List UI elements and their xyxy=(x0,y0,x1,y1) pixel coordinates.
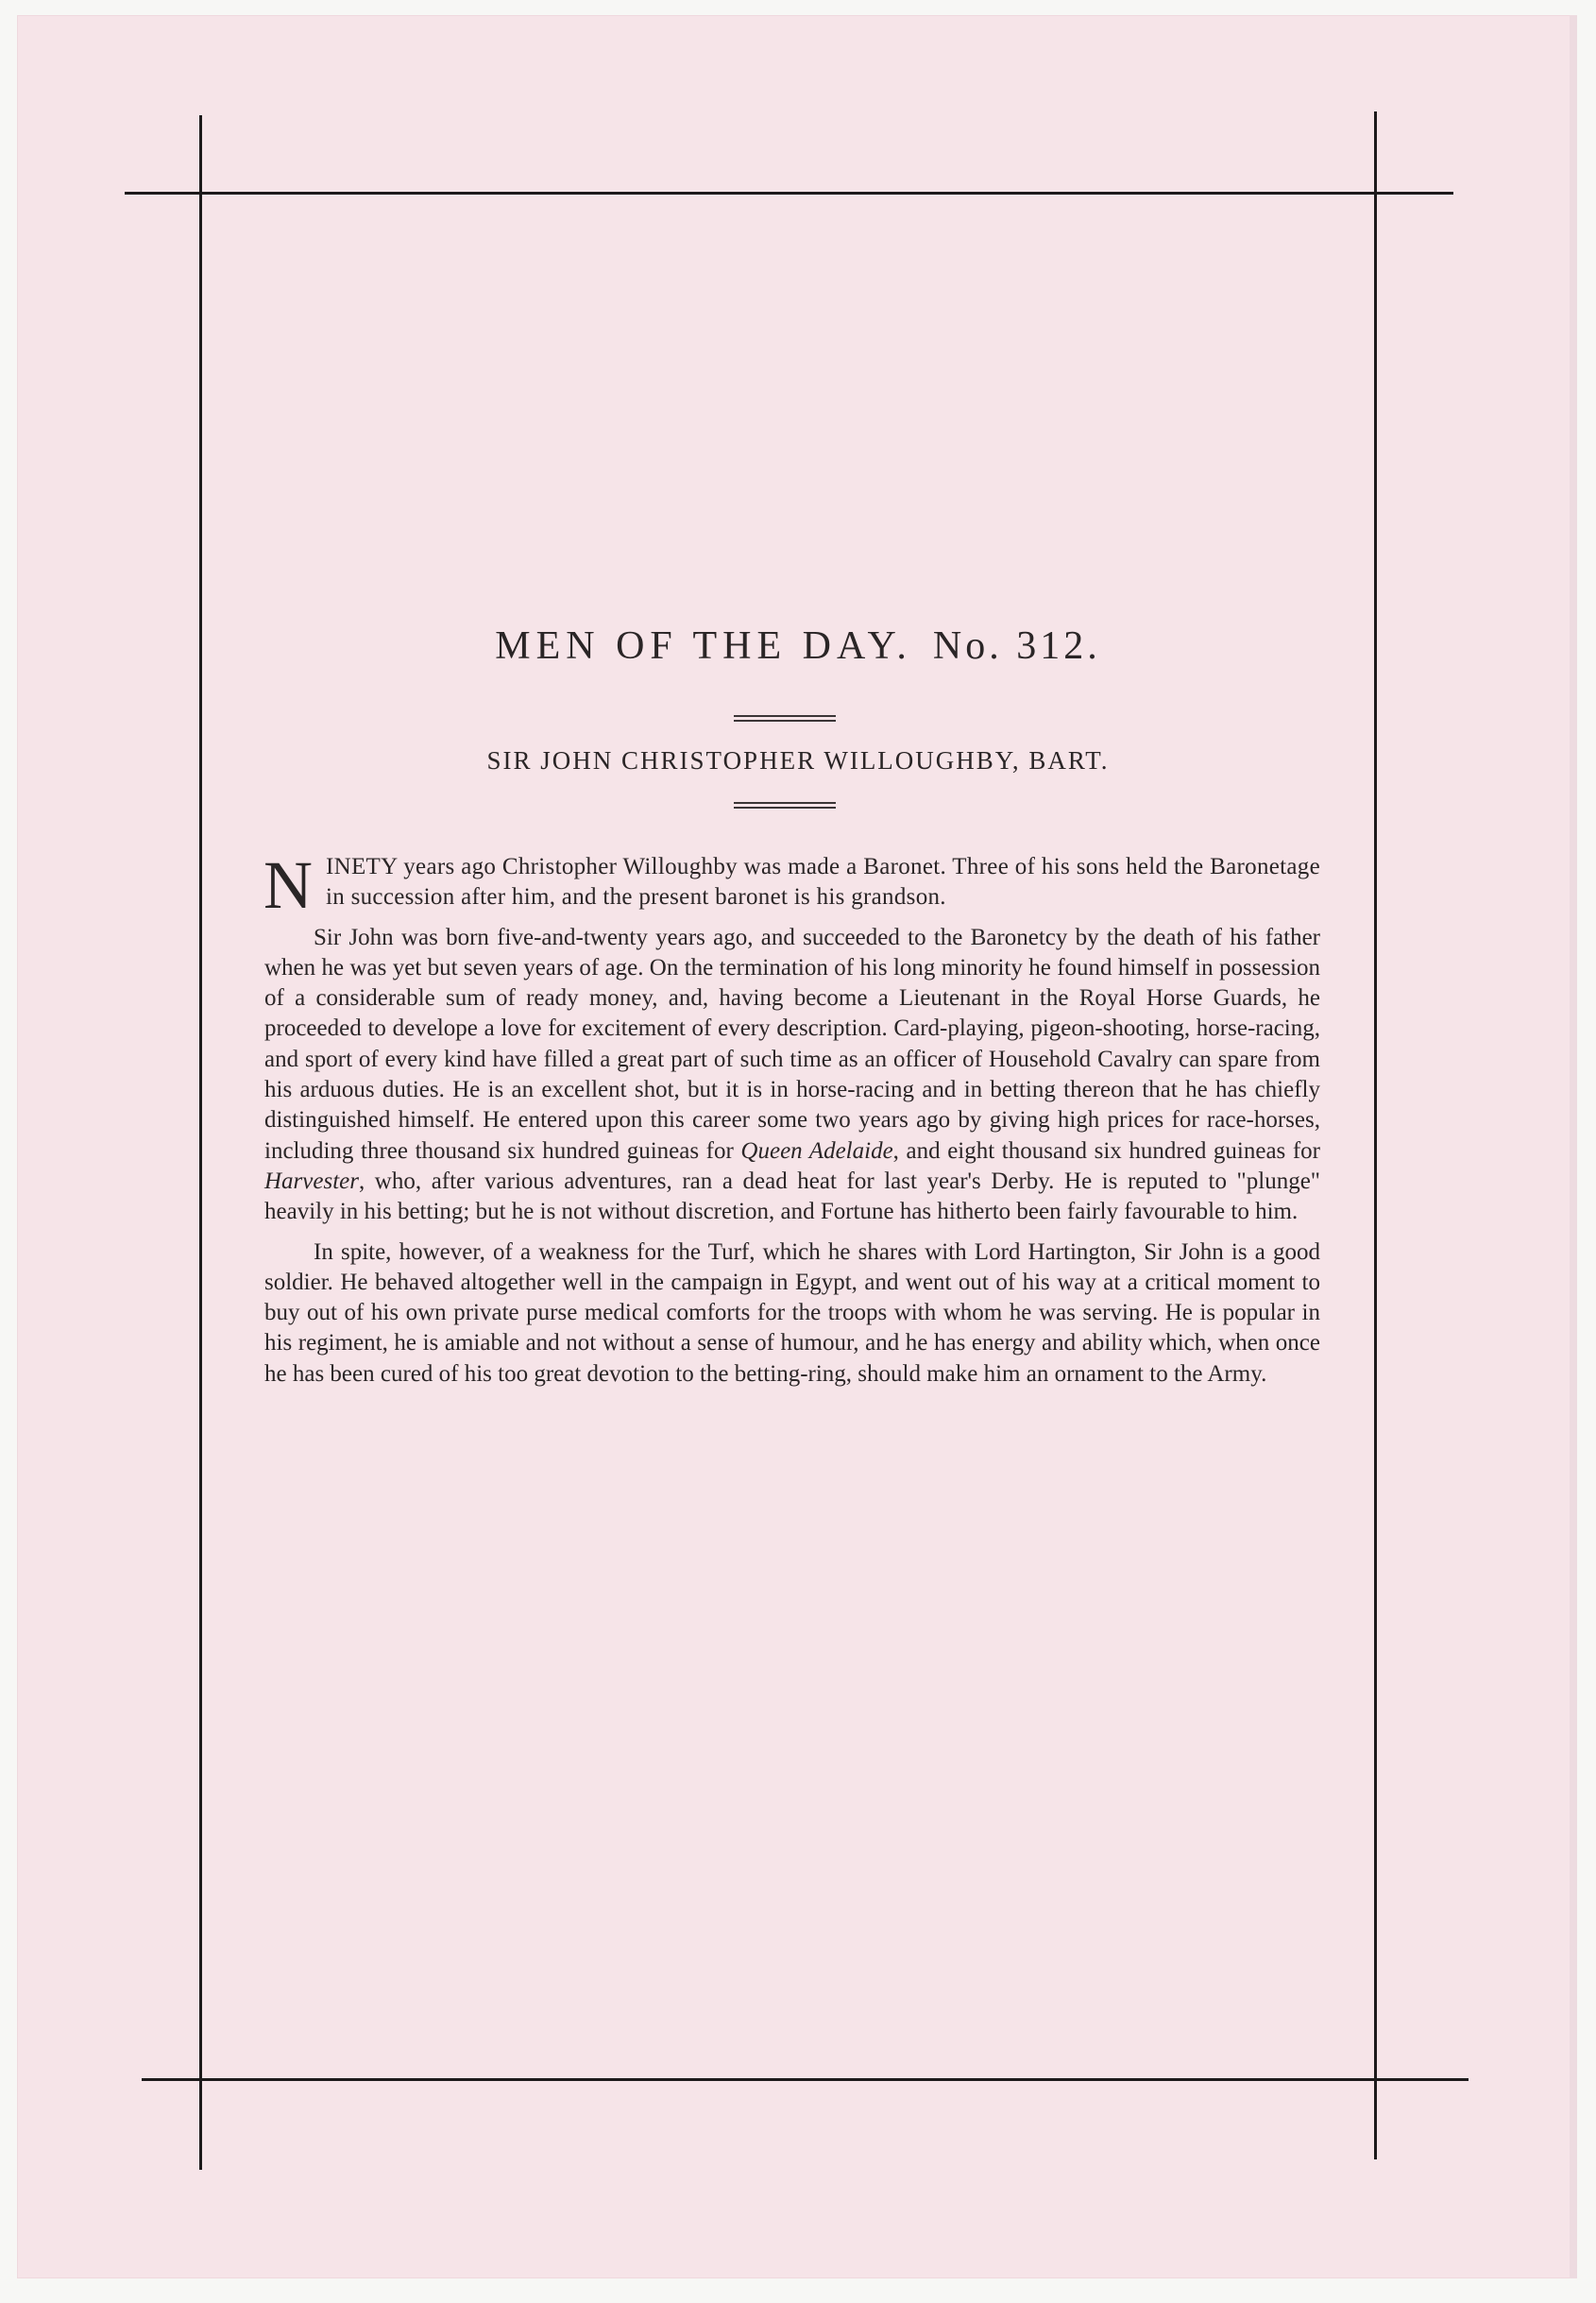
subject-name: SIR JOHN CHRISTOPHER WILLOUGHBY, BART. xyxy=(486,746,1110,775)
article-paragraph-3 xyxy=(264,1237,1320,1390)
article-body xyxy=(263,847,1321,1390)
paragraph-1-text: INETY years ago Christopher Willoughby was made a Baronet. Three of his sons held the Baronetage in succession after him, and the present baronet is his grandson. xyxy=(326,854,1320,911)
frame-top-rule xyxy=(125,192,1453,195)
paper-edge xyxy=(1570,15,1577,2278)
horse-name-queen-adelaide: Queen Adelaide xyxy=(740,1137,893,1164)
title-main: MEN OF THE DAY. xyxy=(495,624,912,668)
title-divider xyxy=(734,715,836,722)
drop-cap: N xyxy=(263,847,313,923)
paragraph-2-text: Sir John was born five-and-twenty years ago, and succeeded to the Baronetcy by the death of his father when he was yet but seven years of age. On the termination of his long minority he found himself in possession of a considerable sum of ready money, and, having become a Lieutenant in the Royal Horse Guards, he proceeded to develope a love for excitement of every description. Card-playing, pigeon-shooting, horse-racing, and sport of every kind have filled a great part of such time as an officer of Household Cavalry can spare from his arduous duties. He is an excellent shot, but it is in horse-racing and in betting thereon that he has chiefly distinguished himself. He entered upon this career some two years ago by giving high prices for race-horses, including three thousand six hundred guineas for xyxy=(264,924,1320,1164)
title-number: No. 312. xyxy=(932,624,1101,668)
page-title xyxy=(0,623,1596,669)
horse-name-harvester: Harvester xyxy=(264,1168,359,1194)
article-paragraph-2 xyxy=(264,923,1320,1228)
paragraph-3-text: In spite, however, of a weakness for the Turf, which he shares with Lord Hartington, Sir John is a good soldier. He behaved altogether well in the campaign in Egypt, and went out of his way at a critical moment to buy out of his own private purse medical comforts for the troops with whom he was serving. He is popular in his regiment, he is amiable and not without a sense of humour, and he has energy and ability which, when once he has been cured of his too great devotion to the betting-ring, should make him an ornament to the Army. xyxy=(264,1238,1320,1387)
paragraph-2-mid: , and eight thousand six hundred guineas for xyxy=(892,1137,1321,1164)
frame-left-rule xyxy=(199,115,202,2170)
frame-bottom-rule xyxy=(142,2078,1469,2081)
article-paragraph-1 xyxy=(263,847,1320,923)
subject-divider xyxy=(734,802,836,809)
frame-right-rule xyxy=(1374,111,1377,2159)
paragraph-2-end: , who, after various adventures, ran a dead heat for last year's Derby. He is reputed to "plunge" heavily in his betting; but he is not without discretion, and Fortune has hitherto been fairly favourable to him. xyxy=(264,1168,1320,1225)
